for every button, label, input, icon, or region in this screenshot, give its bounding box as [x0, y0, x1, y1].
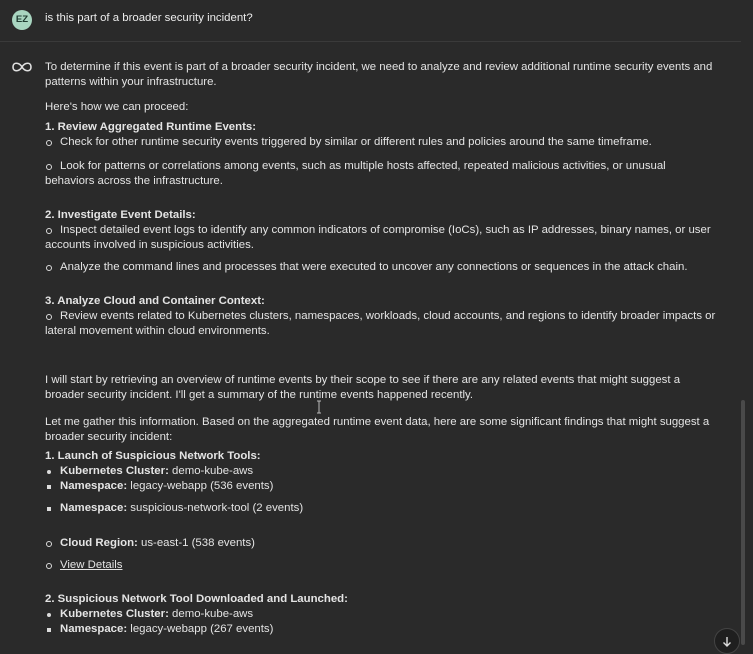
- list-item: Cloud Region: us-east-1 (538 events): [45, 536, 717, 551]
- retrieve-paragraph: I will start by retrieving an overview of runtime events by their scope to see if there are any related events that might suggest a broader security incident. I'll get a summary of the runtime events happened recently.: [45, 374, 681, 401]
- user-message-text: is this part of a broader security incident?: [45, 12, 253, 24]
- list-item: Inspect detailed event logs to identify any common indicators of compromise (IoCs), such as IP addresses, binary names, or user accounts involved in suspicious activities.: [45, 223, 717, 253]
- list-item: Namespace: legacy-webapp (536 events): [45, 479, 717, 494]
- proceed-text: Here's how we can proceed:: [45, 101, 189, 113]
- arrow-down-icon: [722, 636, 732, 648]
- text-cursor-icon: [316, 400, 322, 414]
- view-details-link[interactable]: View Details: [60, 559, 123, 571]
- list-item: Kubernetes Cluster: demo-kube-aws: [45, 607, 717, 622]
- list-item: Kubernetes Cluster: demo-kube-aws: [45, 464, 717, 479]
- scroll-down-button[interactable]: [714, 628, 740, 654]
- list-item: Analyze the command lines and processes that were executed to uncover any connections or sequences in the attack chain.: [45, 260, 717, 275]
- assistant-response: [45, 60, 717, 637]
- list-item: Namespace: suspicious-network-tool (2 events): [45, 501, 717, 516]
- user-message-row: [0, 0, 753, 40]
- user-avatar: EZ: [12, 10, 32, 30]
- gather-paragraph: Let me gather this information. Based on the aggregated runtime event data, here are some significant findings that might suggest a broader security incident:: [45, 416, 710, 443]
- scrollbar[interactable]: [741, 400, 745, 645]
- list-item: Check for other runtime security events triggered by similar or different rules and policies around the same timeframe.: [45, 135, 717, 150]
- list-item: Namespace: legacy-webapp (267 events): [45, 622, 717, 637]
- list-item: [45, 558, 717, 573]
- list-item: Review events related to Kubernetes clusters, namespaces, workloads, cloud accounts, and regions to identify broader impacts or lateral movement within cloud environments.: [45, 310, 716, 337]
- step2-title: 2. Investigate Event Details:: [45, 209, 196, 221]
- step1-title: 1. Review Aggregated Runtime Events:: [45, 121, 256, 133]
- intro-paragraph: To determine if this event is part of a broader security incident, we need to analyze and review additional runtime security events and patterns within your infrastructure.: [45, 61, 713, 88]
- step3-title: 3. Analyze Cloud and Container Context:: [45, 295, 265, 307]
- infinity-icon: [11, 60, 33, 74]
- message-divider: [0, 41, 741, 42]
- finding1-title: 1. Launch of Suspicious Network Tools:: [45, 450, 261, 462]
- list-item: Look for patterns or correlations among events, such as multiple hosts affected, repeated malicious activities, or unusual behaviors across the infrastructure.: [45, 159, 717, 189]
- finding2-title: 2. Suspicious Network Tool Downloaded and Launched:: [45, 593, 348, 605]
